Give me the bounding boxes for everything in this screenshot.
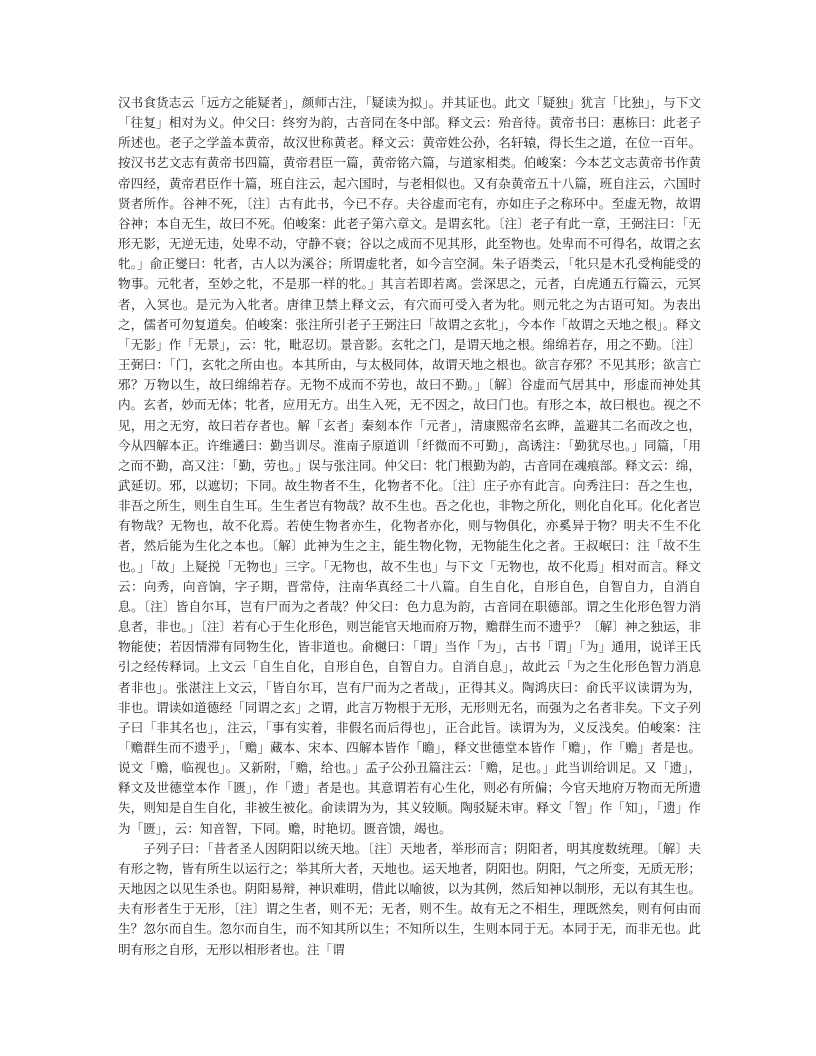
paragraph-1: 汉书食货志云「远方之能疑者」，颜师古注，「疑读为拟」。并其证也。此文「疑独」犹言「比独」，与下文「往复」相对为义。仲父曰：终穷为韵，古音同在冬中部。释文云：殆音待。黄帝书曰：惠栋曰：此老子所述也。老子之学盖本黄帝，故汉世称黄老。释文云：黄帝姓公孙，名轩辕，得长生之道，在位一百年。按汉书艺文志有黄帝书四篇，黄帝君臣一篇，黄帝铭六篇，与道家相类。伯峻案：今本艺文志黄帝书作黄帝四经，黄帝君臣作十篇，班自注云，起六国时，与老相似也。又有杂黄帝五十八篇，班自注云，六国时贤者所作。谷神不死，〔注〕古有此书，今已不存。夫谷虚而宅有，亦如庄子之称环中。至虚无物，故谓谷神；本自无生，故曰不死。伯峻案：此老子第六章文。是谓玄牝。〔注〕老子有此一章，王弼注曰：「无形无影，无逆无违，处卑不动，守静不衰；谷以之成而不见其形，此至物也。处卑而不可得名，故谓之玄牝。」俞正燮曰：牝者，古人以为溪谷；所谓虚牝者，如今言空洞。朱子语类云，「牝只是木孔受栒能受的物事。元牝者，至妙之牝，不是那一样的牝。」其言若即若离。尝深思之，元者，白虎通五行篇云，元冥者，入冥也。是元为入牝者。唐律卫禁上释文云，有穴而可受入者为牝。则元牝之为古语可知。为表出之，儒者可勿复道矣。伯峻案：张注所引老子王弼注曰「故谓之玄牝」，今本作「故谓之天地之根」。释文「无影」作「无景」，云：牝，毗忍切。景音影。玄牝之门，是谓天地之根。绵绵若存，用之不勤。〔注〕王弼曰：「门，玄牝之所由也。本其所由，与太极同体，故谓天地之根也。欲言存邪？不见其形；欲言亡邪？万物以生，故曰绵绵若存。无物不成而不劳也，故曰不勤。」〔解〕谷虚而气居其中，形虚而神处其内。玄者，妙而无体；牝者，应用无方。出生入死，无不因之，故曰门也。有形之本，故曰根也。视之不见，用之无穷，故曰若存者也。解「玄者」秦刻本作「元者」，清康熙帝名玄晔，盖避其二名而改之也，今从四解本正。许维遹曰：勤当训尽。淮南子原道训「纤微而不可勤」，高诱注：「勤犹尽也。」同篇，「用之而不勤，高又注：「勤，劳也。」误与张注同。仲父曰：牝门根勤为韵，古音同在魂痕部。释文云：绵，武延切。邪，以遮切；下同。故生物者不生，化物者不化。〔注〕庄子亦有此言。向秀注曰：吾之生也，非吾之所生，则生自生耳。生生者岂有物哉？故不生也。吾之化也，非物之所化，则化自化耳。化化者岂有物哉？无物也，故不化焉。若使生物者亦生，化物者亦化，则与物俱化，亦奚异于物？明夫不生不化者，然后能为生化之本也。〔解〕此神为生之主，能生物化物，无物能生化之者。王叔岷曰：注「故不生也。」「故」上疑捝「无物也」三字。「无物也，故不生也」与下文「无物也，故不化焉」相对而言。释文云：向秀，向音饷，字子期，晋常侍，注南华真经二十八篇。自生自化，自形自色，自智自力，自消自息。〔注〕皆自尔耳，岂有尸而为之者哉？仲父曰：色力息为韵，古音同在职德部。谓之生化形色智力消息者，非也。」〔注〕若有心于生化形色，则岂能官天地而府万物，赡群生而不遗乎？〔解〕神之独运，非物能使；若因情滞有同物生化，皆非道也。俞樾曰：「谓」当作「为」，古书「谓」「为」通用，说详王氏引之经传释词。上文云「自生自化，自形自色，自智自力。自消自息」，故此云「为之生化形色智力消息者非也」。张湛注上文云，「皆自尔耳，岂有尸而为之者哉」，正得其义。陶鸿庆曰：俞氏平议读谓为为，非也。谓读如道德经「同谓之玄」之谓，此言万物根于无形，无形则无名，而强为之名者非矣。下文子列子曰「非其名也」，注云，「事有实着，非假名而后得也」，正合此旨。读谓为为，义反浅矣。伯峻案：注「赡群生而不遗乎」，「赡」藏本、宋本、四解本皆作「瞻」，释文世德堂本皆作「赡」，作「赡」者是也。说文「赡，临视也」。又新附，「赡，给也。」孟子公孙丑篇注云：「赡，足也。」此当训给训足。又「遗」，释文及世德堂本作「匮」，作「遗」者是也。其意谓若有心生化，则必有所偏；今官天地府万物而无所遗失，则知是自生自化，非被生被化。俞读谓为为，其义较顺。陶驳疑未审。释文「智」作「知」，「遗」作为「匮」，云：知音智，下同。赡，时艳切。匮音馈，竭也。: [118, 95, 701, 836]
paragraph-2: 子列子曰：「昔者圣人因阴阳以统天地。〔注〕天地者，举形而言；阴阳者，明其度数统理。〔解〕夫有形之物，皆有所生以运行之；举其所大者，天地也。运天地者，阴阳也。阴阳，气之所变，无质无形；天地因之以见生杀也。阴阳易辩，神识难明，借此以喻彼，以为其例，然后知神以制形，无以有其生也。夫有形者生于无形，〔注〕谓之生者，则不无；无者，则不生。故有无之不相生，理既然矣，则有何由而生？忽尔而自生。忽尔而自生，而不知其所以生；不知所以生，生则本同于无。本同于无，而非无也。此明有形之自形，无形以相形者也。注「谓: [118, 840, 701, 957]
document-page: [118, 93, 701, 960]
